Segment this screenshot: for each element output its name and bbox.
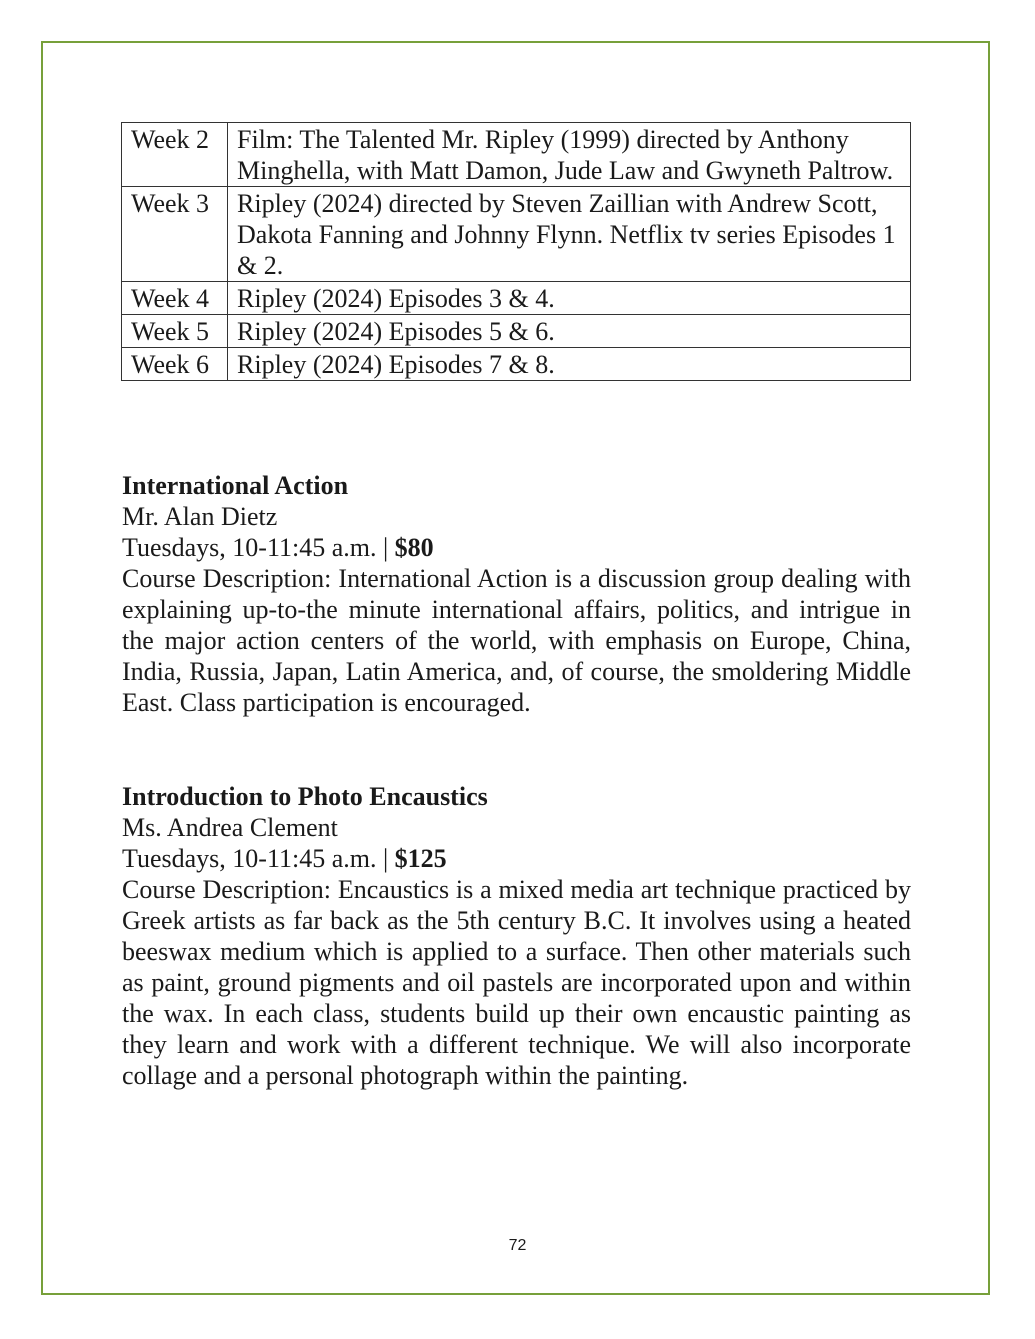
course-schedule-line	[122, 532, 911, 563]
week-description-cell: Ripley (2024) directed by Steven Zaillian with Andrew Scott, Dakota Fanning and Johnny Flynn. Netflix tv series Episodes 1 & 2.	[228, 187, 911, 282]
week-cell: Week 6	[122, 348, 228, 381]
course-schedule: Tuesdays, 10-11:45 a.m. |	[122, 844, 395, 873]
course-description: Course Description: Encaustics is a mixed media art technique practiced by Greek artists as far back as the 5th century B.C. It involves using a heated beeswax medium which is applied to a surface. Then other materials such as paint, ground pigments and oil pastels are incorporated upon and within the wax. In each class, students build up their own encaustic painting as they learn and work with a different technique. We will also incorporate collage and a personal photograph within the painting.	[122, 875, 911, 1090]
table-row	[122, 123, 911, 187]
course-title: Introduction to Photo Encaustics	[122, 782, 488, 811]
week-cell: Week 5	[122, 315, 228, 348]
course-schedule-line	[122, 843, 911, 874]
week-description-cell: Ripley (2024) Episodes 7 & 8.	[228, 348, 911, 381]
course-instructor: Ms. Andrea Clement	[122, 813, 338, 842]
schedule-table	[121, 122, 911, 381]
table-row	[122, 282, 911, 315]
course-price: $80	[394, 533, 434, 562]
week-description-cell: Ripley (2024) Episodes 5 & 6.	[228, 315, 911, 348]
week-cell: Week 2	[122, 123, 228, 187]
course-international-action	[122, 470, 911, 718]
course-photo-encaustics	[122, 781, 911, 1091]
table-row	[122, 315, 911, 348]
course-instructor: Mr. Alan Dietz	[122, 502, 278, 531]
table-row	[122, 187, 911, 282]
week-description-cell: Film: The Talented Mr. Ripley (1999) directed by Anthony Minghella, with Matt Damon, Jude Law and Gwyneth Paltrow.	[228, 123, 911, 187]
course-description: Course Description: International Action is a discussion group dealing with explaining up-to-the minute international affairs, politics, and intrigue in the major action centers of the world, with emphasis on Europe, China, India, Russia, Japan, Latin America, and, of course, the smoldering Middle East. Class participation is encouraged.	[122, 564, 911, 717]
table-row	[122, 348, 911, 381]
course-price: $125	[394, 844, 447, 873]
course-schedule: Tuesdays, 10-11:45 a.m. |	[122, 533, 395, 562]
week-cell: Week 3	[122, 187, 228, 282]
page-number: 72	[508, 1237, 527, 1254]
week-description-cell: Ripley (2024) Episodes 3 & 4.	[228, 282, 911, 315]
week-cell: Week 4	[122, 282, 228, 315]
course-title: International Action	[122, 471, 349, 500]
